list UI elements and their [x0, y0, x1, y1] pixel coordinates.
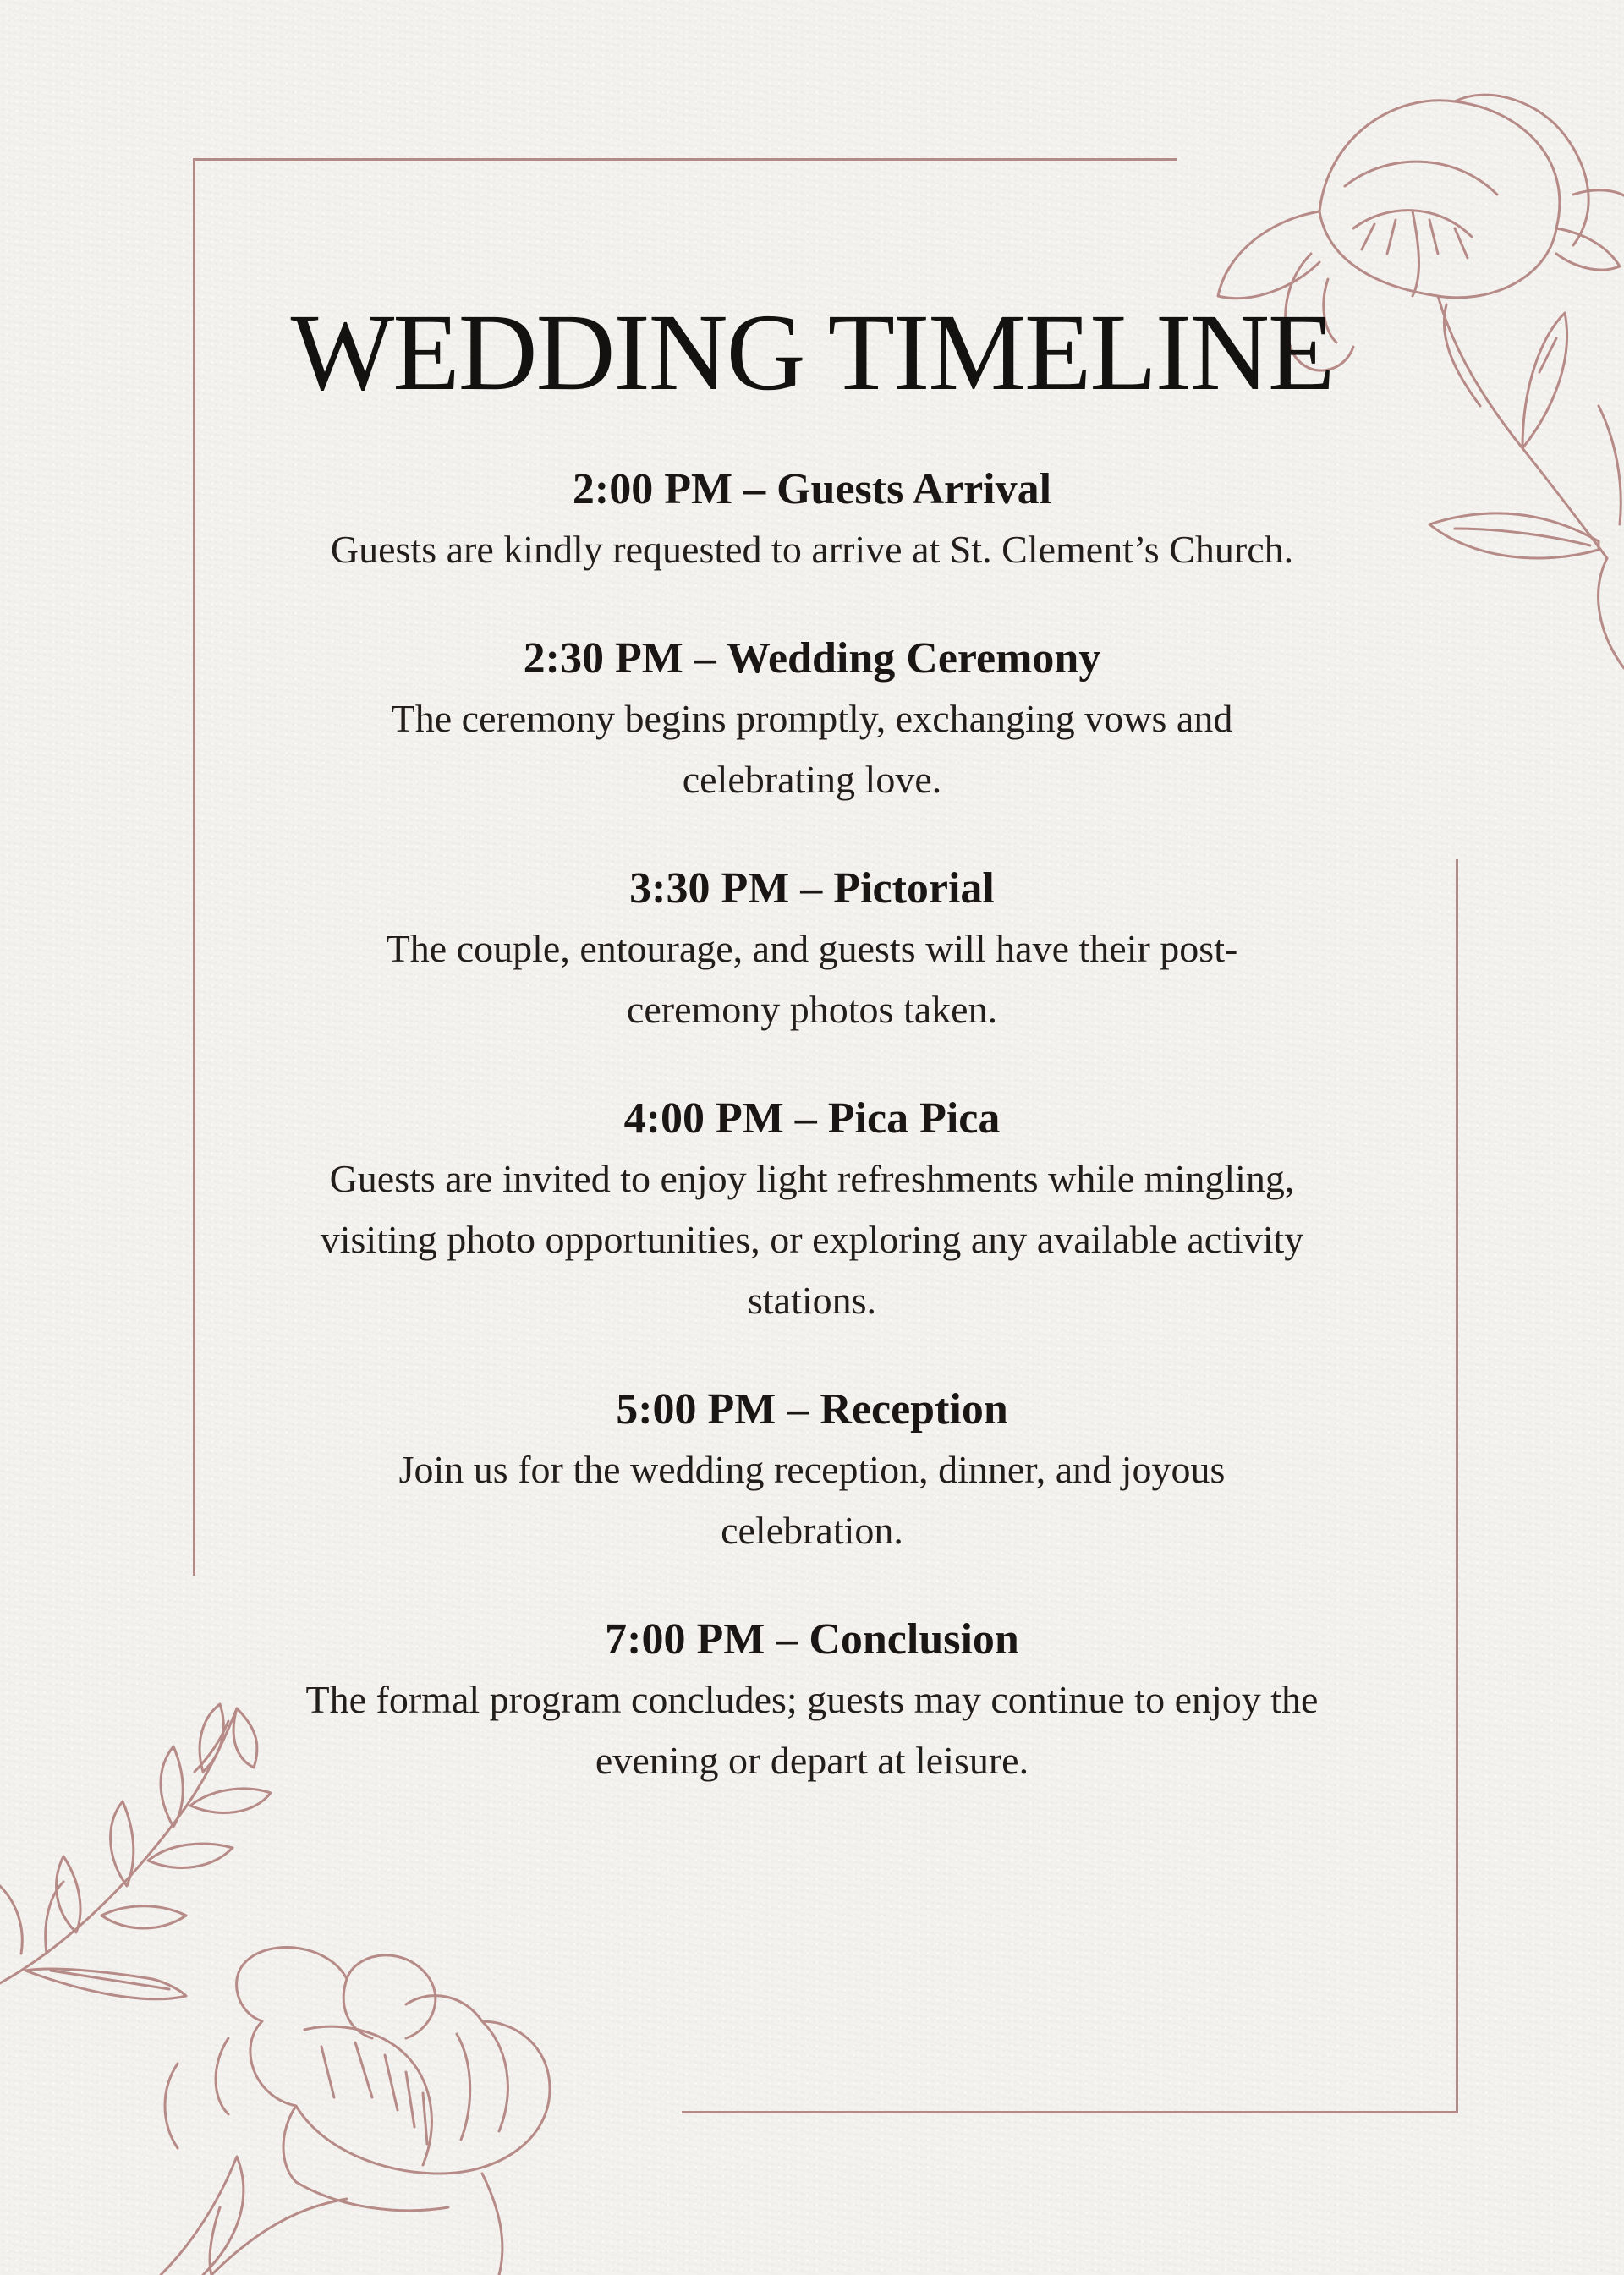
frame-top-line: [193, 158, 1177, 161]
timeline-event: [254, 629, 1370, 810]
timeline-event: [254, 1610, 1370, 1791]
event-heading: 3:30 PM – Pictorial: [629, 864, 995, 913]
event-description: Guests are invited to enjoy light refreshments while mingling, visiting photo opportunities, or exploring any available activity stations.: [320, 1157, 1304, 1322]
event-description: The formal program concludes; guests may continue to enjoy the evening or depart at leisure.: [305, 1678, 1319, 1782]
timeline-event: [254, 460, 1370, 580]
timeline-event: [254, 1380, 1370, 1561]
page-title: WEDDING TIMELINE: [290, 292, 1334, 414]
event-heading: 4:00 PM – Pica Pica: [623, 1094, 1001, 1143]
timeline-event: [254, 1089, 1370, 1331]
timeline-list: [254, 460, 1370, 1840]
event-description: The ceremony begins promptly, exchanging vows and celebrating love.: [391, 697, 1233, 801]
bottom-left-flower-icon: [127, 1928, 634, 2275]
frame-bottom-line: [682, 2111, 1458, 2113]
event-description: Join us for the wedding reception, dinner, and joyous celebration.: [398, 1448, 1226, 1552]
event-heading: 2:00 PM – Guests Arrival: [572, 465, 1052, 513]
event-description: Guests are kindly requested to arrive at St. Clement’s Church.: [330, 528, 1294, 571]
event-heading: 7:00 PM – Conclusion: [605, 1615, 1019, 1664]
frame-right-line: [1456, 859, 1458, 2113]
event-description: The couple, entourage, and guests will have their post-ceremony photos taken.: [386, 927, 1238, 1031]
timeline-event: [254, 859, 1370, 1040]
event-heading: 2:30 PM – Wedding Ceremony: [523, 634, 1101, 682]
event-heading: 5:00 PM – Reception: [616, 1385, 1008, 1434]
